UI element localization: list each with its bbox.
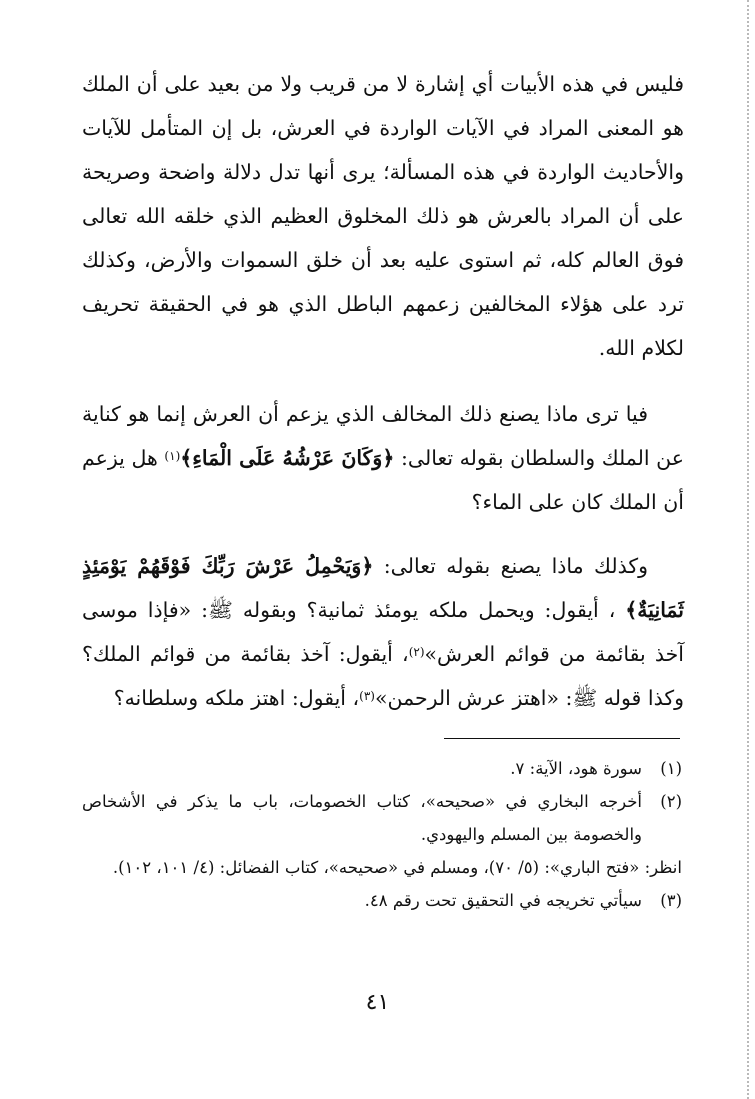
binding-edge-dots xyxy=(747,0,749,1099)
paragraph-1-text: فليس في هذه الأبيات أي إشارة لا من قريب ولا من بعيد على أن الملك هو المعنى المراد في الآيات الواردة في العرش، بل إن المتأمل للآيات والأحاديث الواردة في هذه المسألة؛ يرى أنها تدل دلالة واضحة وصريحة على أن المراد بالعرش هو ذلك المخلوق العظيم الذي خلقه الله تعالى فوق العالم كله، ثم استوى عليه بعد أن خلق السموات والأرض، وكذلك ترد على هؤلاء المخالفين زعمهم الباطل الذي هو في الحقيقة تحريف لكلام الله. xyxy=(82,72,684,360)
footnote-number: (٣) xyxy=(660,891,682,910)
footnote-item xyxy=(82,752,682,785)
footnote-separator xyxy=(444,738,680,739)
footnote-number: (٢) xyxy=(660,792,682,811)
footnote-number: (١) xyxy=(660,759,682,778)
footnote-ref-2: (٢) xyxy=(408,645,425,659)
footnote-text: أخرجه البخاري في «صحيحه»، كتاب الخصومات، باب ما يذكر في الأشخاص والخصومة بين المسلم واليهودي. xyxy=(82,792,642,844)
footnote-text: سورة هود، الآية: ٧. xyxy=(510,759,642,778)
paragraph-2 xyxy=(82,392,684,524)
footnote-ref-3: (٣) xyxy=(359,689,375,703)
footnote-item xyxy=(82,785,682,851)
footnote-continuation-text: انظر: «فتح الباري»: (٥/ ٧٠)، ومسلم في «صحيحه»، كتاب الفضائل: (٤/ ١٠١، ١٠٢). xyxy=(112,858,682,877)
footnote-ref-1: (١) xyxy=(164,449,181,463)
paragraph-3 xyxy=(82,544,684,720)
footnotes xyxy=(82,752,682,917)
paragraph-3-part-a: ، أيقول: ويحمل ملكه يومئذ ثمانية؟ وبقوله ﷺ: «فإذا موسى آخذ بقائمة من قوائم العرش» xyxy=(82,598,685,666)
paragraph-2-tail: هل يزعم أن الملك كان على الماء؟ xyxy=(82,446,684,514)
footnote-continuation xyxy=(82,851,682,884)
quran-verse-1: ﴿وَكَانَ عَرْشُهُ عَلَى الْمَاءِ﴾ xyxy=(180,446,395,470)
paragraph-2-lead: فيا ترى ماذا يصنع ذلك المخالف الذي يزعم أن العرش إنما هو كناية عن الملك والسلطان بقوله تعالى: xyxy=(82,402,685,470)
paragraph-3-part-c: ، أيقول: اهتز ملكه وسلطانه؟ xyxy=(113,686,360,710)
footnote-item xyxy=(82,884,682,917)
quran-verse-2: ﴿وَيَحْمِلُ عَرْشَ رَبِّكَ فَوْقَهُمْ يَوْمَئِذٍ ثَمَانِيَةٌ﴾ xyxy=(82,554,684,622)
paragraph-3-part-b: ، أيقول: آخذ بقائمة من قوائم الملك؟ وكذا قوله ﷺ: «اهتز عرش الرحمن» xyxy=(82,642,684,710)
page-number: ٤١ xyxy=(365,990,390,1015)
footnote-text: سيأتي تخريجه في التحقيق تحت رقم ٤٨. xyxy=(364,891,642,910)
paragraph-3-lead: وكذلك ماذا يصنع بقوله تعالى: xyxy=(383,554,648,578)
paragraph-1 xyxy=(82,62,684,370)
